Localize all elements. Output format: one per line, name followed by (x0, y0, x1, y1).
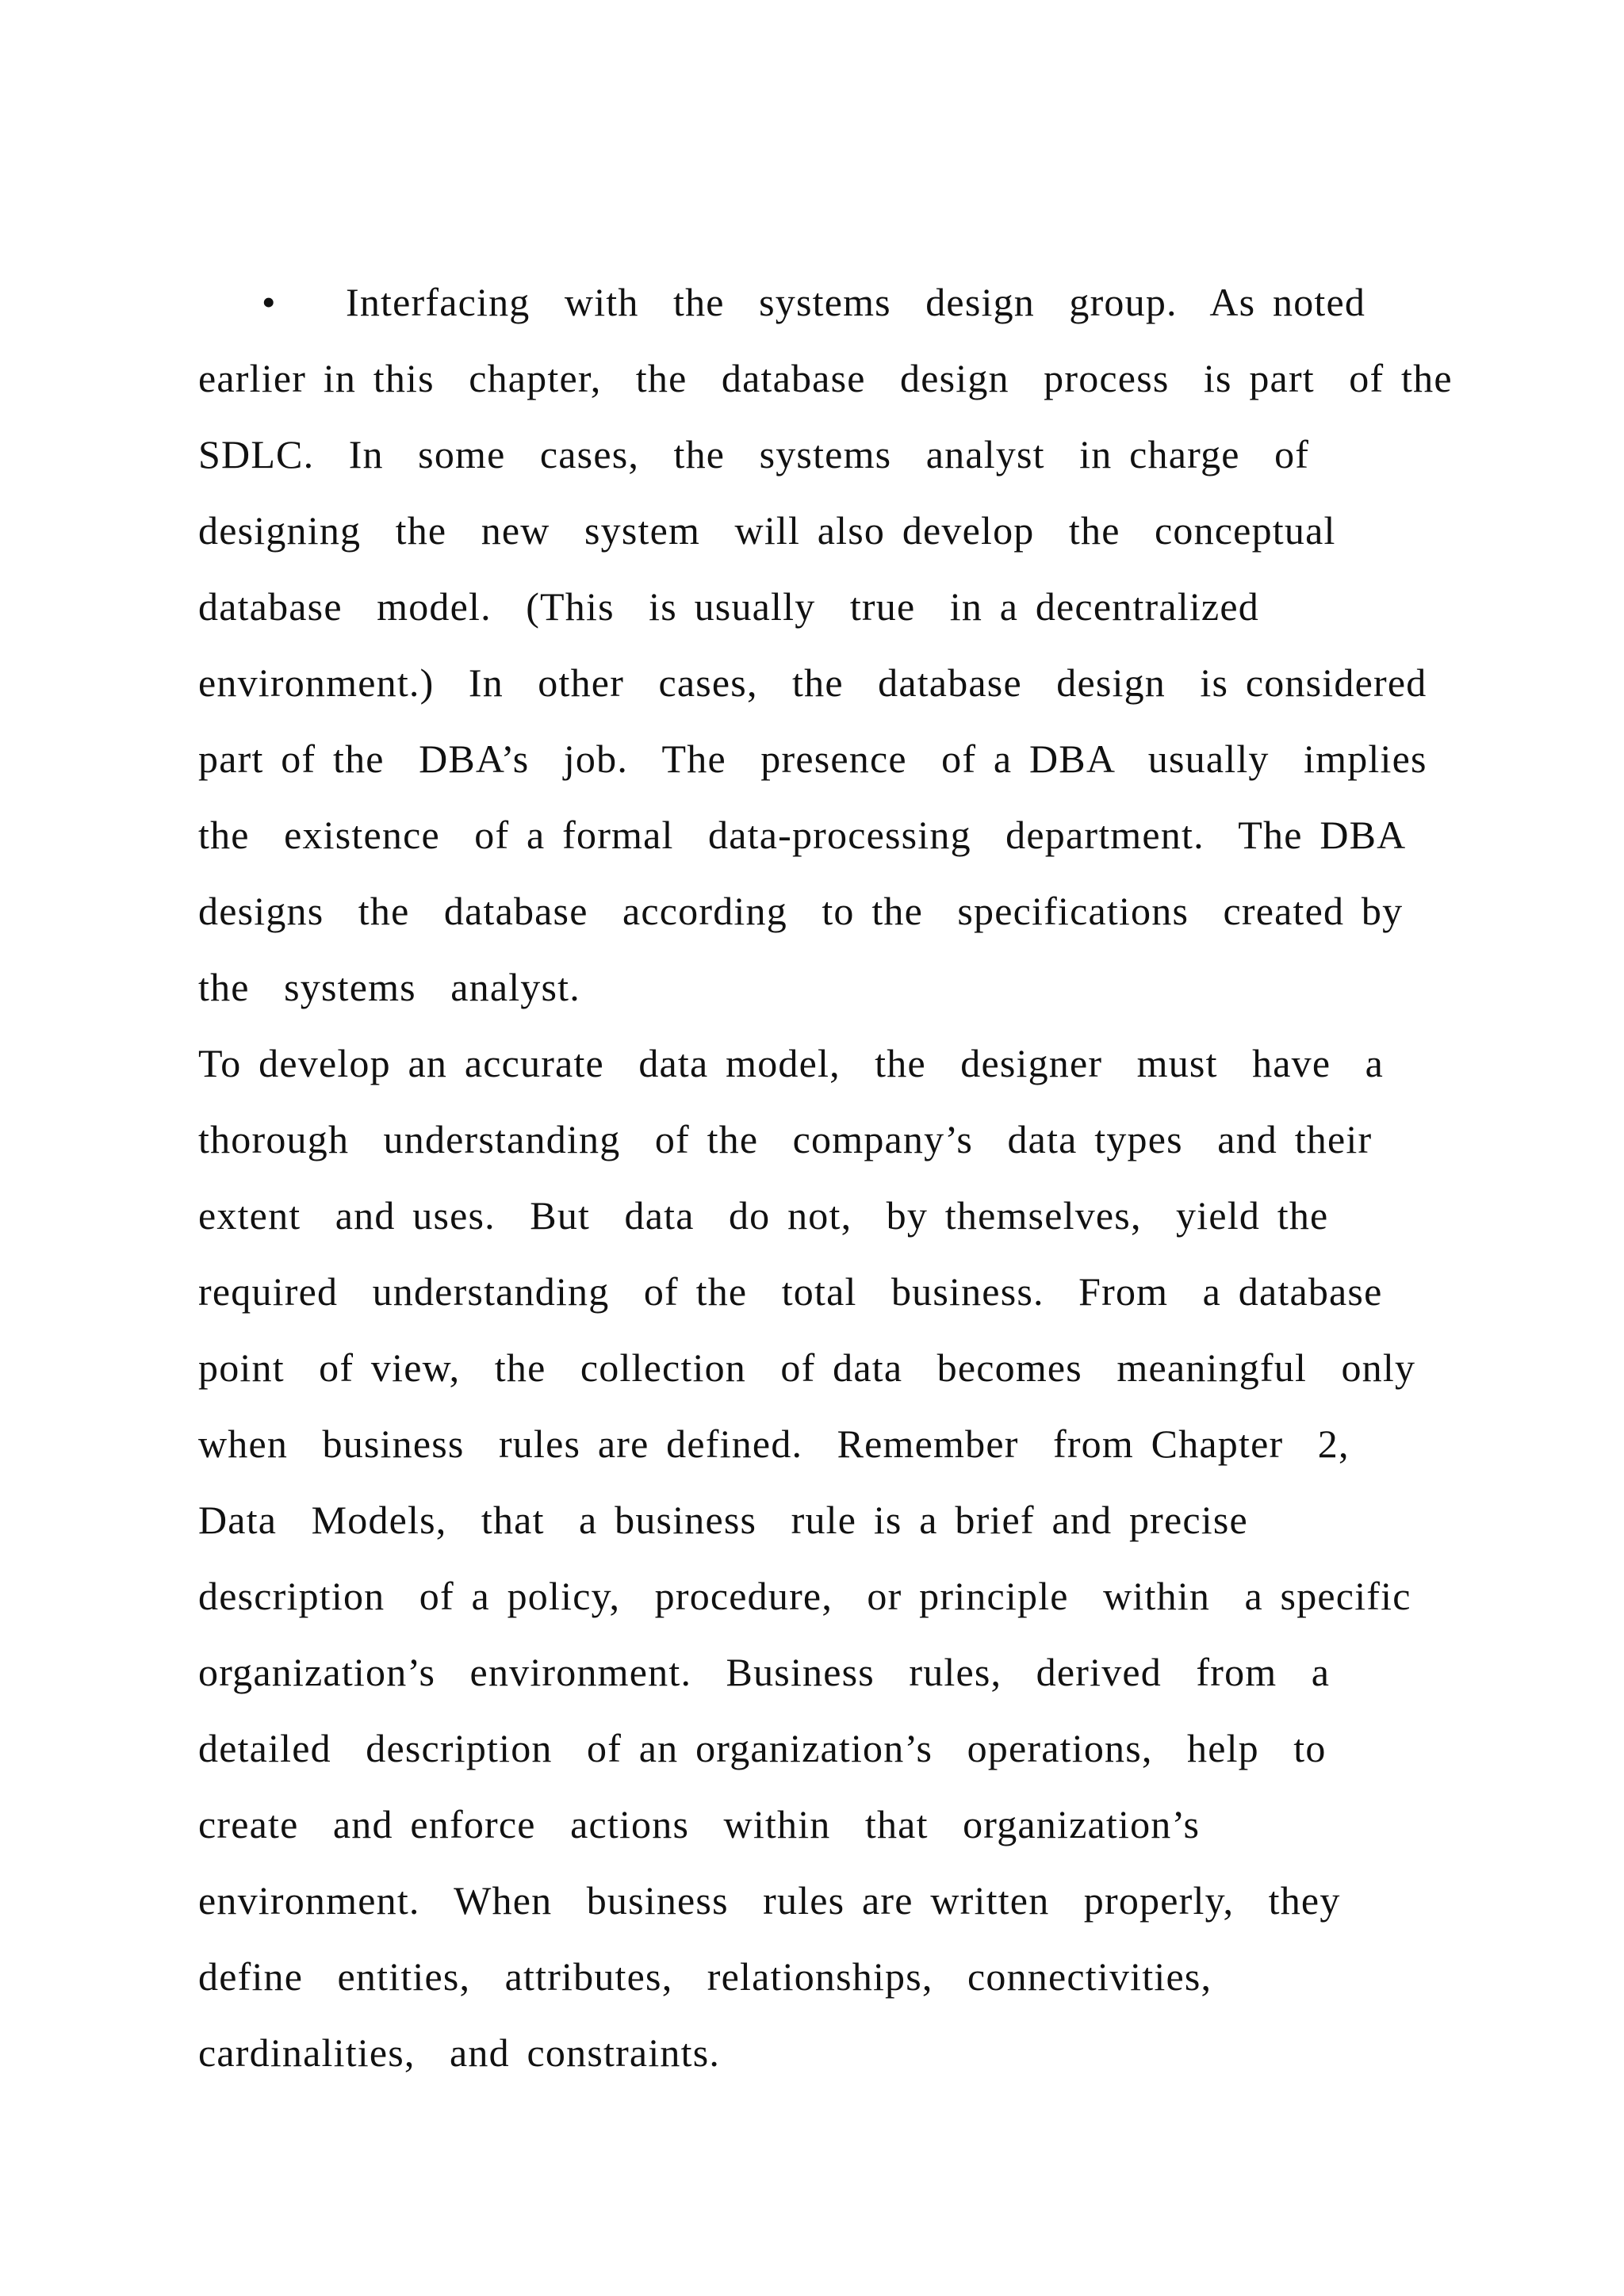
paragraph-line: required understanding of the total business. From a database (198, 1269, 1383, 1314)
paragraph-line: detailed description of an organization’s operations, help to (198, 1726, 1327, 1770)
bullet-line: database model. (This is usually true in a decentralized (198, 584, 1259, 629)
bullet-line: environment.) In other cases, the database design is considered (198, 660, 1427, 705)
bullet-line: SDLC. In some cases, the systems analyst in charge of (198, 432, 1310, 476)
paragraph-line: description of a policy, procedure, or principle within a specific (198, 1574, 1411, 1618)
paragraph-line: To develop an accurate data model, the designer must have a (198, 1041, 1385, 1085)
paragraph-line: define entities, attributes, relationships, connectivities, (198, 1954, 1212, 1999)
paragraph-line: environment. When business rules are written properly, they (198, 1878, 1341, 1923)
paragraph-line: thorough understanding of the company’s data types and their (198, 1117, 1373, 1161)
bullet-line: the existence of a formal data-processing department. The DBA (198, 813, 1407, 857)
paragraph-line: Data Models, that a business rule is a brief and precise (198, 1498, 1248, 1542)
paragraph-line: cardinalities, and constraints. (198, 2030, 721, 2075)
paragraph-line: point of view, the collection of data becomes meaningful only (198, 1345, 1416, 1390)
paragraph-line: extent and uses. But data do not, by themselves, yield the (198, 1193, 1329, 1238)
bullet-line: part of the DBA’s job. The presence of a DBA usually implies (198, 737, 1427, 781)
paragraph-line: organization’s environment. Business rules, derived from a (198, 1650, 1331, 1694)
paragraph-line: when business rules are defined. Remember from Chapter 2, (198, 1422, 1350, 1466)
bullet-line: designing the new system will also develop the conceptual (198, 508, 1336, 553)
bullet-line: Interfacing with the systems design group. As noted (346, 280, 1366, 324)
bullet-line: the systems analyst. (198, 965, 580, 1009)
bullet-line: designs the database according to the specifications created by (198, 889, 1404, 933)
paragraph-line: create and enforce actions within that organization’s (198, 1802, 1201, 1846)
bullet-line: earlier in this chapter, the database design process is part of the (198, 356, 1453, 400)
bullet-marker: • (262, 280, 276, 324)
